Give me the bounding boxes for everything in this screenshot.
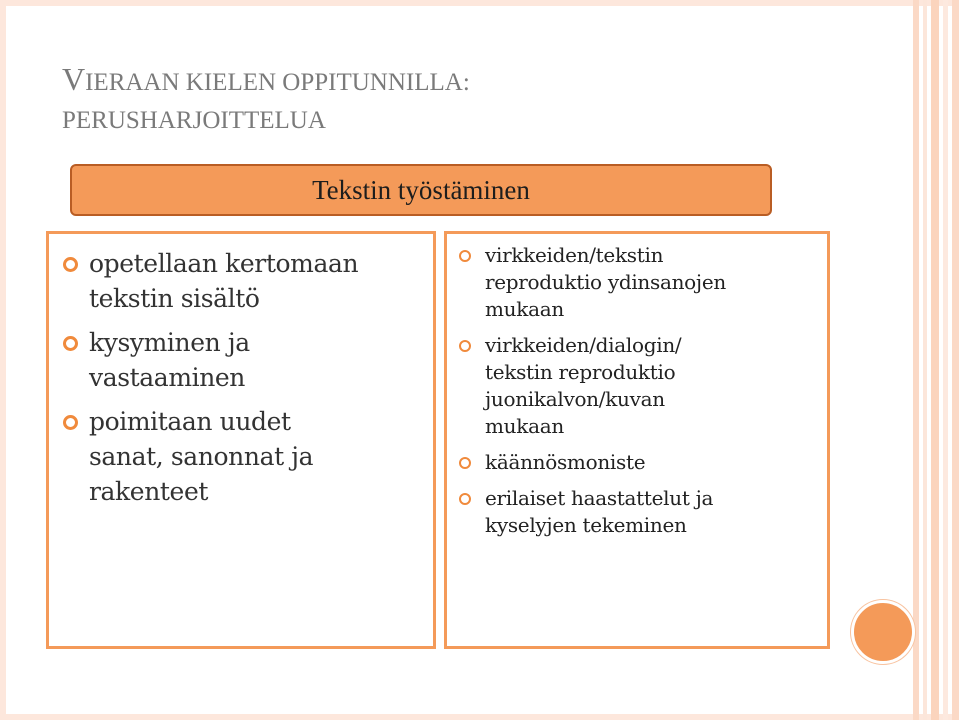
right-content-box (444, 231, 830, 649)
list-item: poimitaan uudet sanat, sanonnat ja rakenteet (63, 404, 433, 509)
list-item: virkkeiden/tekstin reproduktio ydinsanojen mukaan (459, 242, 827, 323)
list-item: kysyminen ja vastaaminen (63, 325, 433, 395)
list-item: erilaiset haastattelut ja kyselyjen tekeminen (459, 485, 827, 539)
ring-bullet-icon (459, 250, 471, 262)
list-item: käännösmoniste (459, 449, 827, 476)
ring-bullet-icon (459, 340, 471, 352)
decorative-circle (851, 600, 915, 664)
title-line-1: IERAAN KIELEN OPPITUNNILLA: (85, 69, 470, 96)
title-line-2: PERUSHARJOITTELUA (62, 107, 326, 134)
slide-title (62, 60, 470, 140)
decorative-stripes (913, 0, 959, 720)
ring-bullet-icon (63, 415, 78, 430)
left-content-box (46, 231, 436, 649)
list-item: opetellaan kertomaan tekstin sisältö (63, 246, 433, 316)
list-item: virkkeiden/dialogin/ tekstin reproduktio juonikalvon/kuvan mukaan (459, 332, 827, 440)
ring-bullet-icon (63, 257, 78, 272)
ring-bullet-icon (459, 457, 471, 469)
right-bullet-list (447, 234, 827, 539)
left-bullet-list (49, 234, 433, 509)
section-banner: Tekstin työstäminen (70, 164, 772, 216)
ring-bullet-icon (459, 493, 471, 505)
title-initial: V (62, 61, 86, 97)
ring-bullet-icon (63, 336, 78, 351)
